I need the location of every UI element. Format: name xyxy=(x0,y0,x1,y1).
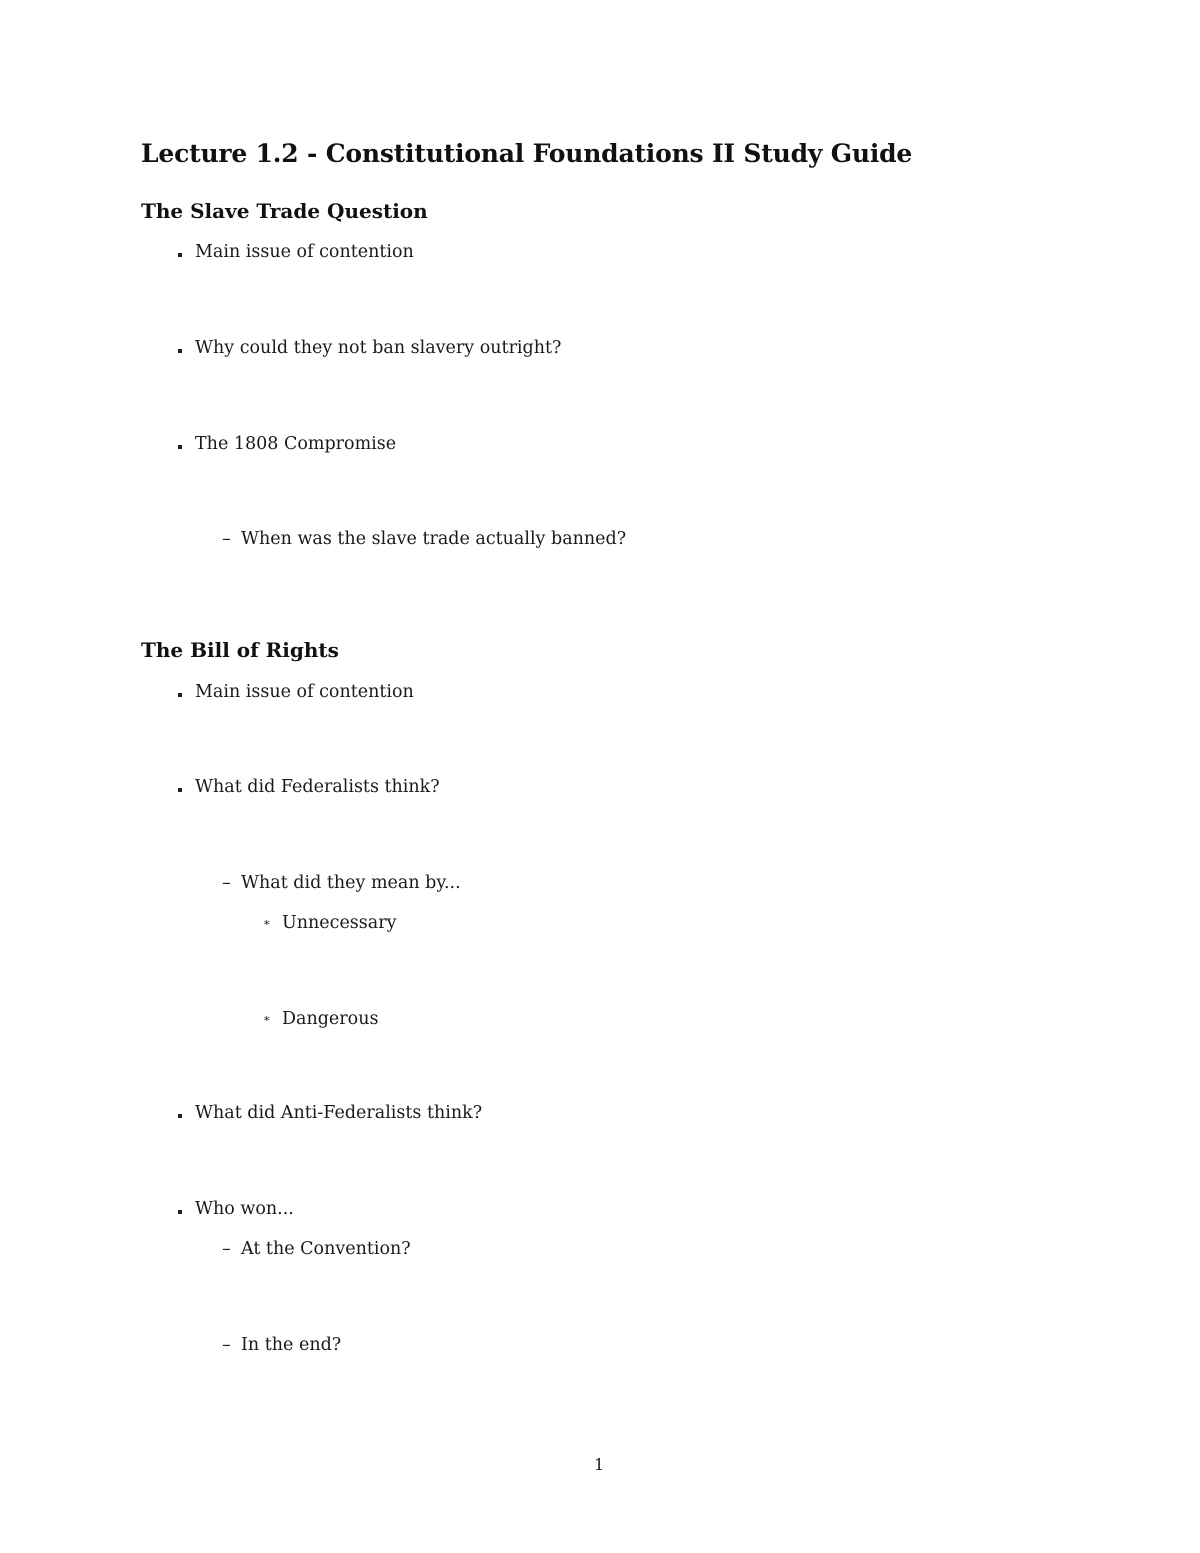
dash-marker: – xyxy=(222,1239,231,1259)
bullet-marker xyxy=(178,1210,182,1214)
star-marker: ∗ xyxy=(263,1012,271,1025)
dash-marker: – xyxy=(222,873,231,893)
list-item: When was the slave trade actually banned? xyxy=(241,529,627,549)
star-marker: ∗ xyxy=(263,916,271,929)
list-item: What did they mean by... xyxy=(241,873,461,893)
bullet-marker xyxy=(178,349,182,353)
list-item: At the Convention? xyxy=(241,1239,411,1259)
document-title: Lecture 1.2 - Constitutional Foundations II Study Guide xyxy=(141,139,913,168)
section-heading-bill-of-rights: The Bill of Rights xyxy=(141,638,339,662)
bullet-marker xyxy=(178,445,182,449)
list-item: Why could they not ban slavery outright? xyxy=(195,338,562,358)
list-item: Unnecessary xyxy=(282,913,397,933)
list-item: Main issue of contention xyxy=(195,682,414,702)
page-number: 1 xyxy=(594,1455,605,1474)
bullet-marker xyxy=(178,1114,182,1118)
list-item: In the end? xyxy=(241,1335,342,1355)
bullet-marker xyxy=(178,253,182,257)
dash-marker: – xyxy=(222,529,231,549)
list-item: What did Anti-Federalists think? xyxy=(195,1103,483,1123)
dash-marker: – xyxy=(222,1335,231,1355)
list-item: Who won... xyxy=(195,1199,294,1219)
bullet-marker xyxy=(178,693,182,697)
list-item: Main issue of contention xyxy=(195,242,414,262)
list-item: Dangerous xyxy=(282,1009,379,1029)
bullet-marker xyxy=(178,788,182,792)
list-item: What did Federalists think? xyxy=(195,777,440,797)
section-heading-slave-trade: The Slave Trade Question xyxy=(141,199,428,223)
list-item: The 1808 Compromise xyxy=(195,434,397,454)
